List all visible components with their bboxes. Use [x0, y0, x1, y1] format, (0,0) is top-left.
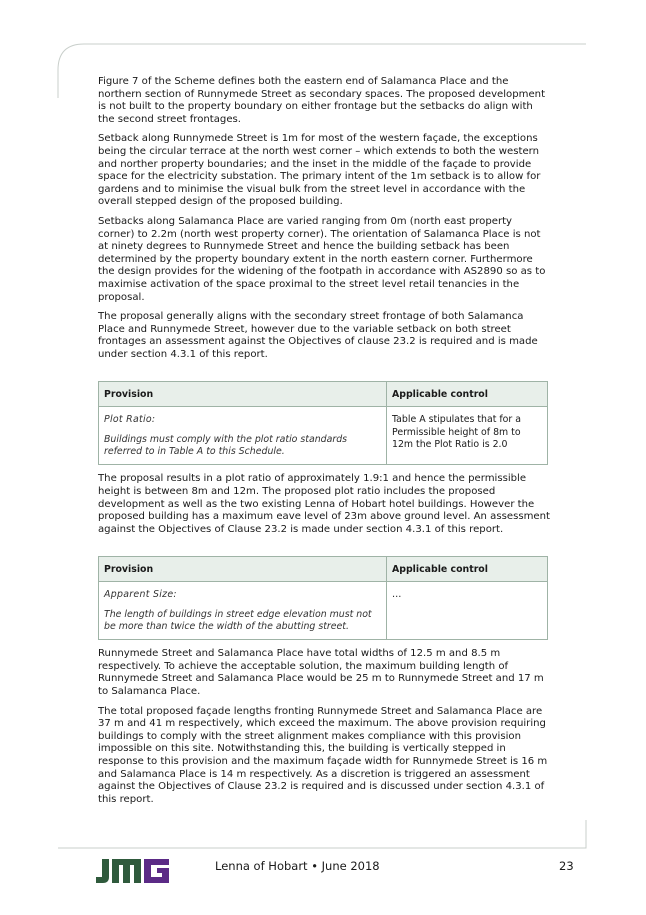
- table-header-provision: Provision: [99, 557, 387, 582]
- main-content: [98, 76, 550, 813]
- provision-cell: [99, 582, 387, 640]
- jmg-logo: [92, 855, 172, 885]
- provision-text: Buildings must comply with the plot ratio standards referred to in Table A to this Schedule.: [104, 433, 348, 458]
- footer-title: Lenna of Hobart • June 2018: [215, 859, 380, 873]
- table-row: [99, 407, 548, 465]
- paragraph: Setbacks along Salamanca Place are varied ranging from 0m (north east property corner) to 2.2m (north west property corner). The orientation of Salamanca Place is not at ninety degrees to Runnymede Street and hence the building setback has been determined by the property boundary extent in the north eastern corner. Furthermore the design provides for the widening of the footpath in accordance with AS2890 so as to maximise activation of the space proximal to the street level retail tenancies in the proposal.: [98, 215, 546, 303]
- provision-title: Apparent Size:: [104, 589, 177, 601]
- provision-title: Plot Ratio:: [104, 414, 156, 426]
- control-cell: Table A stipulates that for a Permissible height of 8m to 12m the Plot Ratio is 2.0: [387, 407, 548, 465]
- table-row: [99, 582, 548, 640]
- paragraph: Setback along Runnymede Street is 1m for most of the western façade, the exceptions being the circular terrace at the north west corner – which extends to both the western and norther property boundaries; and the inset in the middle of the façade to provide space for the electricity substation. The primary intent of the 1m setback is to allow for gardens and to minimise the visual bulk from the street level in accordance with the overall stepped design of the proposed building.: [98, 133, 541, 208]
- provision-cell: [99, 407, 387, 465]
- paragraph: The proposal results in a plot ratio of approximately 1.9:1 and hence the permissible height is between 8m and 12m. The proposed plot ratio includes the proposed development as well as the two existing Lenna of Hobart hotel buildings. However the proposed building has a maximum eave level of 23m above ground level. An assessment against the Objectives of Clause 23.2 is made under section 4.3.1 of this report.: [98, 473, 550, 535]
- page-number: 23: [559, 859, 574, 873]
- paragraph: Runnymede Street and Salamanca Place have total widths of 12.5 m and 8.5 m respectively. To achieve the acceptable solution, the maximum building length of Runnymede Street and Salamanca Place would be 25 m to Runnymede Street and 17 m to Salamanca Place.: [98, 648, 544, 697]
- paragraph: Figure 7 of the Scheme defines both the eastern end of Salamanca Place and the northern section of Runnymede Street as secondary spaces. The proposed development is not built to the property boundary on either frontage but the setbacks do align with the second street frontages.: [98, 76, 546, 125]
- apparent-size-table: [98, 556, 548, 640]
- plot-ratio-table: [98, 381, 548, 465]
- provision-text: The length of buildings in street edge elevation must not be more than twice the width of the abutting street.: [104, 608, 372, 632]
- paragraph: The total proposed façade lengths fronting Runnymede Street and Salamanca Place are 37 m and 41 m respectively, which exceed the maximum. The above provision requiring buildings to comply with the street alignment makes compliance with this provision impossible on this site. Notwithstanding this, the building is vertically stepped in response to this provision and the maximum façade width for Runnymede Street is 16 m and Salamanca Place is 14 m respectively. As a discretion is triggered an assessment against the Objectives of Clause 23.2 is required and is discussed under section 4.3.1 of this report.: [98, 705, 548, 805]
- table-header-control: Applicable control: [387, 382, 548, 407]
- table-header-provision: Provision: [99, 382, 387, 407]
- table-header-control: Applicable control: [387, 557, 548, 582]
- paragraph: The proposal generally aligns with the secondary street frontage of both Salamanca Place and Runnymede Street, however due to the variable setback on both street frontages an assessment against the Objectives of clause 23.2 is required and is made under section 4.3.1 of this report.: [98, 311, 538, 360]
- control-cell: …: [387, 582, 548, 640]
